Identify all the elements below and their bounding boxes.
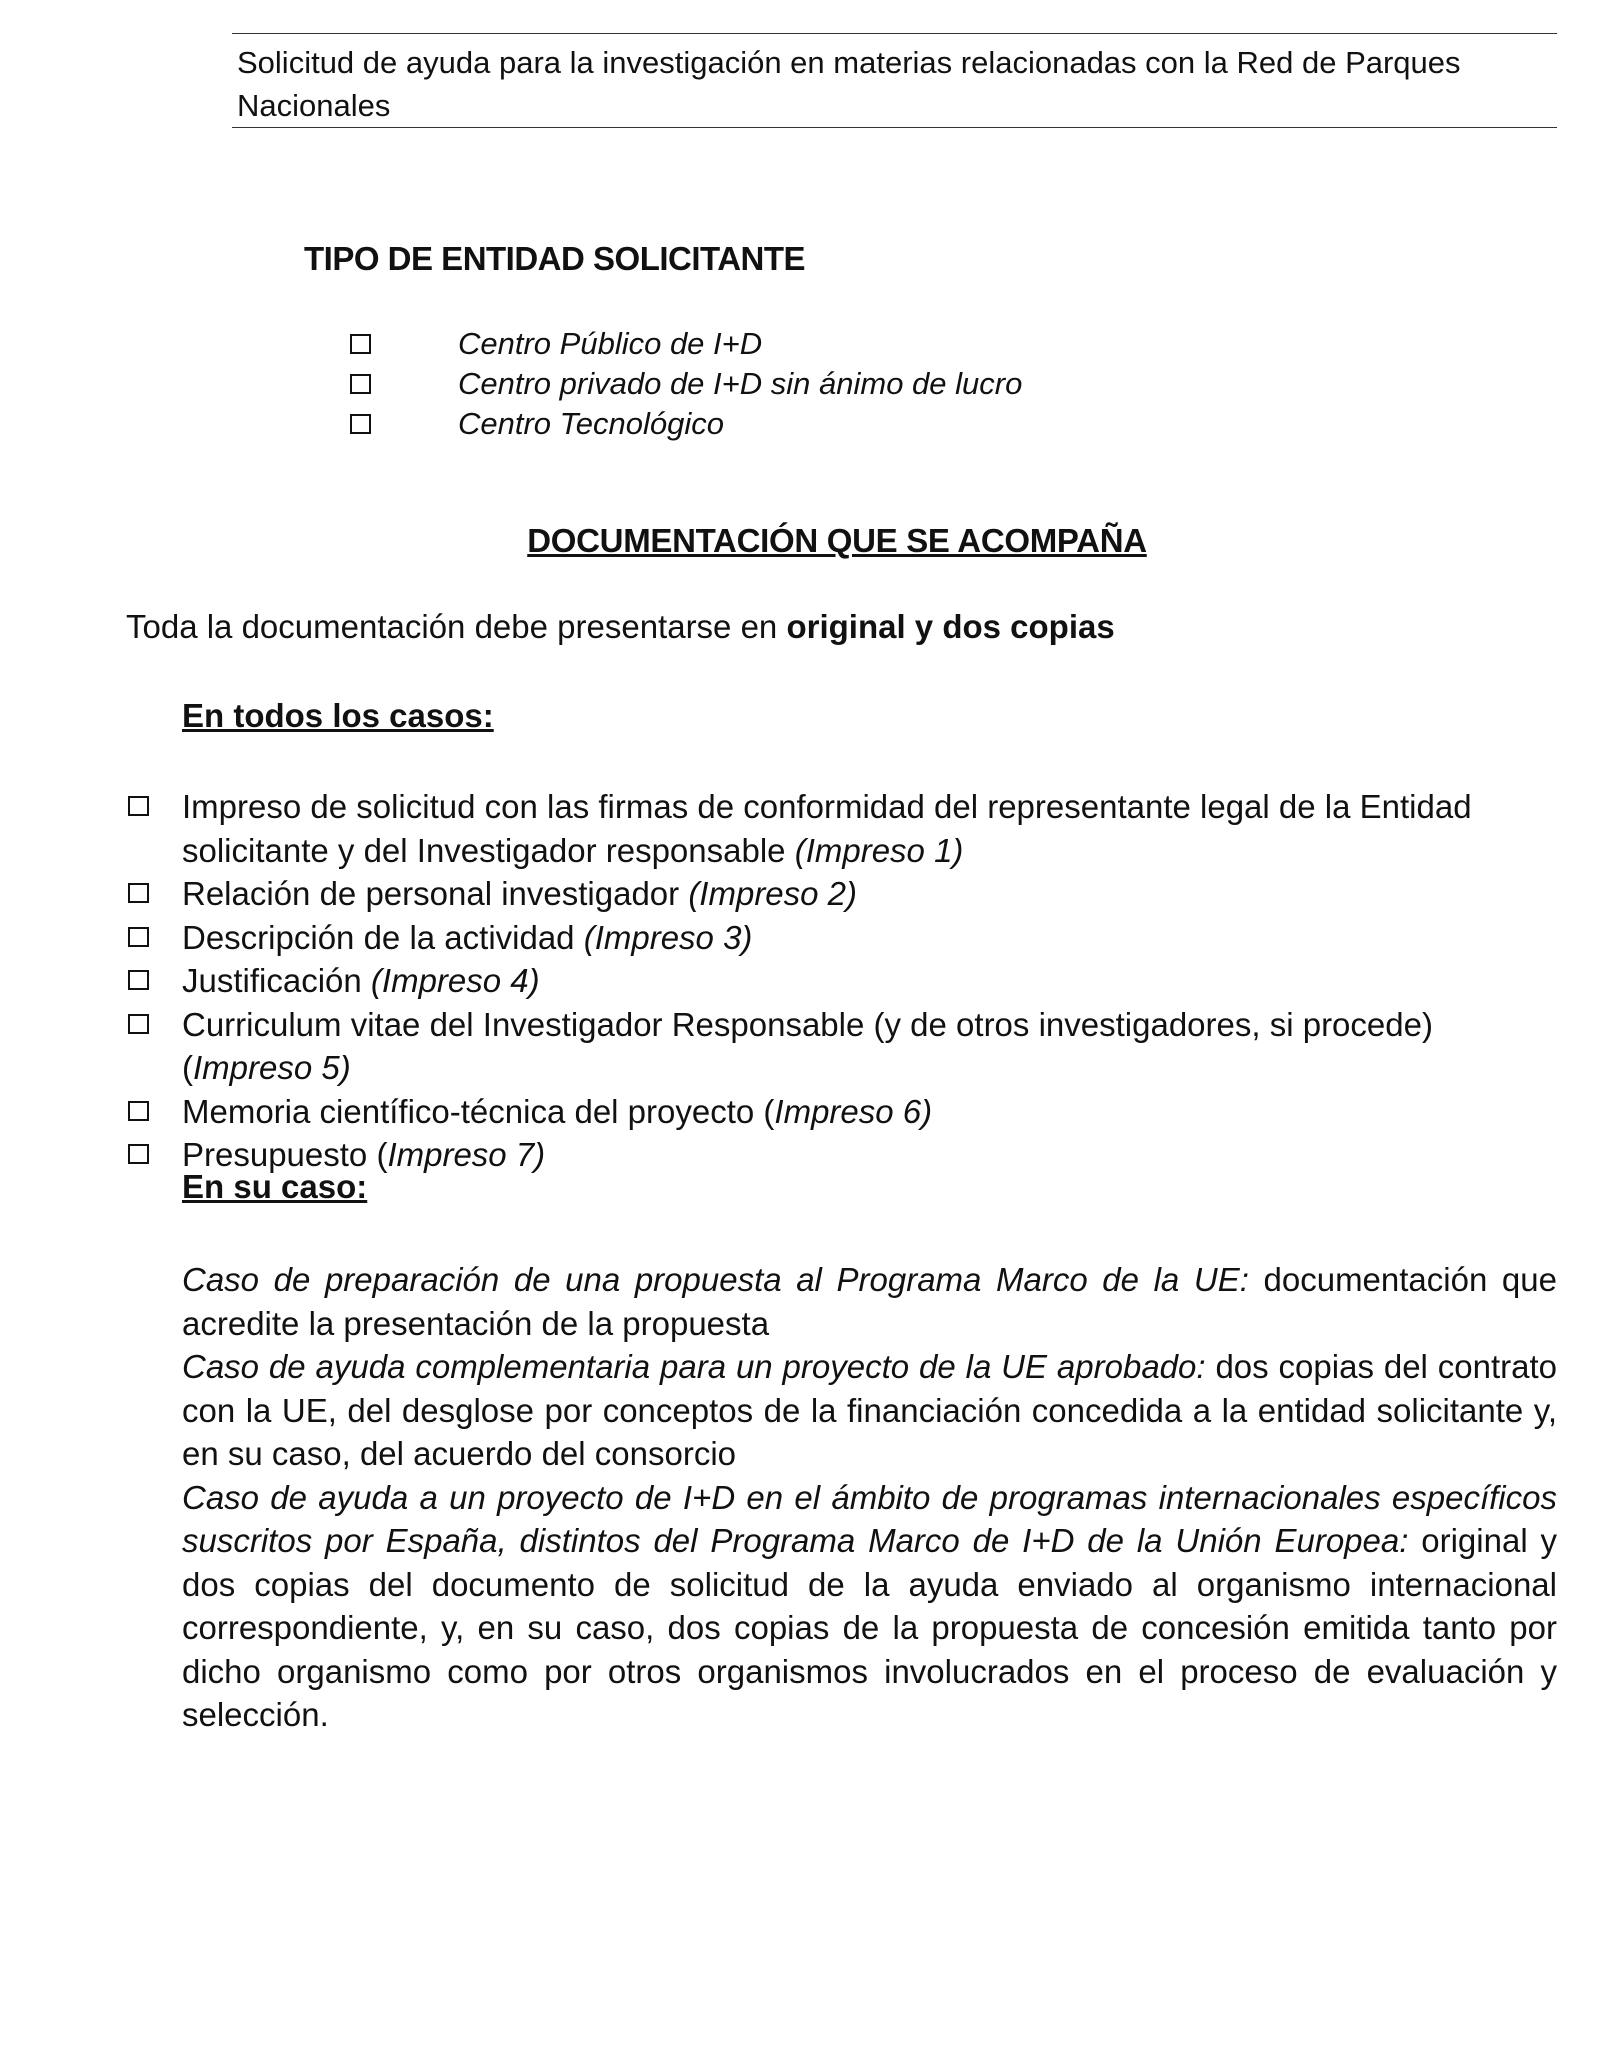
entity-option-label: Centro Tecnológico [458,406,724,441]
entity-option[interactable] [350,364,1022,404]
case-paragraph [182,1476,1557,1737]
case-text: dos copias del contrato con la UE, del desglose por conceptos de la financiación concedida a la entidad solicitante y, en su caso, del acuerdo del consorcio [182,1348,1558,1472]
document-item-text: Justificación [182,962,371,999]
optional-cases-heading: En su caso: [182,1168,368,1205]
case-label: Caso de ayuda a un proyecto de I+D en el ámbito de programas internacionales específicos suscritos por España, distintos del Programa Marco de I+D de la Unión Europea: [182,1478,1557,1559]
case-label: Caso de preparación de una propuesta al Programa Marco de la UE: [182,1261,1249,1298]
checkbox-icon[interactable] [128,1014,149,1034]
entity-type-heading: TIPO DE ENTIDAD SOLICITANTE [304,240,806,277]
checkbox-icon[interactable] [350,414,371,434]
checkbox-icon[interactable] [128,970,149,990]
document-item[interactable] [128,872,1558,916]
intro-bold: original y dos copias [786,608,1115,645]
checkbox-icon[interactable] [128,927,149,947]
case-paragraph [182,1345,1557,1476]
document-item-text: Curriculum vitae del Investigador Responsable (y de otros investigadores, si procede) ( [182,1005,1433,1086]
optional-cases [182,1258,1557,1737]
checkbox-icon[interactable] [128,1101,149,1121]
entity-option[interactable] [350,324,1022,364]
document-item-text: Relación de personal investigador [182,875,689,912]
document-item-ref: (Impreso 1) [794,831,964,869]
document-item-ref: (Impreso 2) [688,875,858,912]
checkbox-icon[interactable] [350,374,371,394]
checkbox-icon[interactable] [350,334,371,354]
document-item[interactable] [128,959,1558,1003]
document-item[interactable] [128,785,1558,872]
document-item-ref: Impreso 6) [774,1092,933,1130]
checkbox-icon[interactable] [128,883,149,903]
document-item-text: Presupuesto ( [182,1136,388,1173]
checkbox-icon[interactable] [128,796,149,816]
page-header [232,33,1557,128]
case-text: documentación que acredite la presentación de la propuesta [182,1261,1557,1342]
required-documents-list [128,785,1558,1177]
header-title: Solicitud de ayuda para la investigación en materias relacionadas con la Red de Parques Nacionales [237,45,1461,123]
entity-option[interactable] [350,404,1022,444]
document-item[interactable] [128,1003,1558,1090]
document-item-ref: (Impreso 4) [370,962,540,999]
intro-text: Toda la documentación debe presentarse en [126,608,787,645]
case-text: original y dos copias del documento de solicitud de la ayuda enviado al organismo internacional correspondiente, y, en su caso, dos copias de la propuesta de concesión emitida tanto por dicho organismo como por otros organismos involucrados en el proceso de evaluación y selección. [182,1522,1558,1733]
document-item[interactable] [128,916,1558,960]
all-cases-heading: En todos los casos: [182,697,494,734]
checkbox-icon[interactable] [128,1144,149,1164]
entity-option-label: Centro privado de I+D sin ánimo de lucro [458,366,1023,401]
documentation-intro [126,608,1115,646]
document-item-text: Descripción de la actividad [182,918,584,956]
document-item[interactable] [128,1090,1558,1134]
document-item-ref: Impreso 7) [387,1136,546,1173]
case-label: Caso de ayuda complementaria para un proyecto de la UE aprobado: [182,1348,1206,1385]
documentation-heading: DOCUMENTACIÓN QUE SE ACOMPAÑA [527,522,1147,559]
document-item-text: Impreso de solicitud con las firmas de conformidad del representante legal de la Entidad solicitante y del Investigador responsable [182,788,1472,869]
entity-type-options [350,324,1022,444]
document-item-ref: Impreso 5) [193,1049,351,1086]
case-paragraph [182,1258,1557,1345]
document-item-ref: (Impreso 3) [583,918,753,956]
entity-option-label: Centro Público de I+D [458,326,763,361]
document-item-text: Memoria científico-técnica del proyecto ( [182,1092,775,1130]
